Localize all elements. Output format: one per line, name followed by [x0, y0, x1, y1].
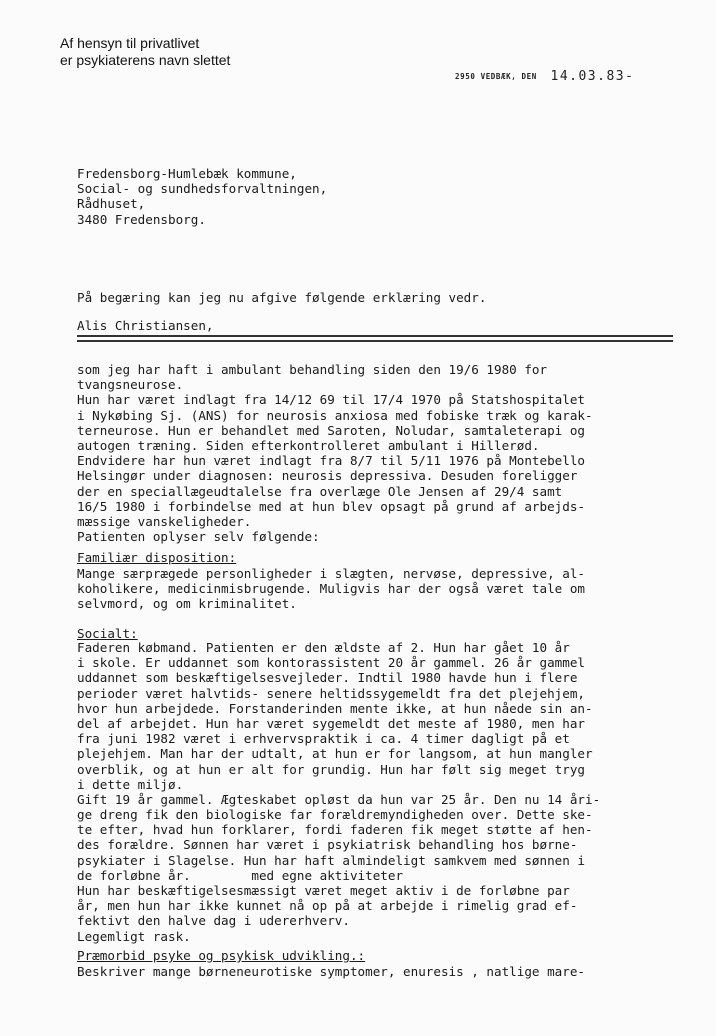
section-line: Mange særprægede personligheder i slægten, nervøse, depressive, al-	[77, 566, 585, 581]
body-line: terneurose. Hun er behandlet med Saroten, Noludar, samtaleterapi og	[77, 422, 585, 438]
section-line: koholikere, medicinmisbrugende. Muligvis har der også været tale om	[77, 581, 585, 597]
redaction-note	[60, 35, 230, 69]
section-line: Beskriver mange børneneurotiske symptomer, enuresis , natlige mare-	[77, 964, 585, 979]
section-social-text	[77, 640, 600, 944]
section-heading-family	[77, 550, 236, 565]
section-line: fektivt den halve dag i udererhverv.	[77, 913, 350, 929]
section-heading-text: Præmorbid psyke og psykisk udvikling.:	[77, 948, 366, 963]
body-line: i Nykøbing Sj. (ANS) for neurosis anxiosa med fobiske træk og karak-	[77, 407, 593, 423]
section-heading-text: Familiær disposition:	[77, 550, 237, 565]
recipient-line: Social- og sundhedsforvaltningen,	[77, 181, 328, 197]
intro-line: På begæring kan jeg nu afgive følgende erklæring vedr.	[77, 290, 487, 305]
body-line: Hun har været indlagt fra 14/12 69 til 17/4 1970 på Statshospitalet	[77, 392, 585, 408]
letter-place-date	[455, 66, 634, 85]
letter-date: 14.03.83-	[550, 69, 635, 84]
section-line: des forældre. Sønnen har været i psykiatrisk behandling hos børne-	[77, 837, 578, 853]
section-line: i dette miljø.	[77, 776, 184, 792]
recipient-line: 3480 Fredensborg.	[77, 211, 206, 227]
section-heading-text: Socialt:	[77, 626, 138, 641]
recipient-address	[77, 166, 327, 227]
body-line: der en speciallægeudtalelse fra overlæge Ole Jensen af 29/4 samt	[77, 483, 563, 499]
section-line: perioder været halvtids- senere heltidssygemeldt fra det plejehjem,	[77, 685, 585, 701]
section-line: år, men hun har ikke kunnet nå op på at arbejde i rimelig grad ef-	[77, 898, 578, 914]
recipient-line: Fredensborg-Humlebæk kommune,	[77, 166, 297, 181]
section-line: plejehjem. Man har der udtalt, at hun er for langsom, at hun mangler	[77, 746, 593, 762]
redaction-note-line: Af hensyn til privatlivet	[60, 35, 200, 51]
section-line: Faderen købmand. Patienten er den ældste af 2. Hun har gået 10 år	[77, 640, 570, 655]
body-line: Patienten oplyser selv følgende:	[77, 529, 320, 545]
section-line: psykiater i Slagelse. Hun har haft almindeligt samkvem med sønnen i	[77, 852, 585, 868]
section-line: Legemligt rask.	[77, 928, 191, 944]
section-line: del af arbejdet. Hun har været sygemeldt det meste af 1980, men har	[77, 715, 585, 731]
section-line: te efter, hvad hun forklarer, fordi faderen fik meget støtte af hen-	[77, 822, 593, 838]
patient-name: Alis Christiansen,	[77, 318, 214, 333]
section-line: fra juni 1982 været i erhvervspraktik i ca. 4 timer dagligt på et	[77, 731, 570, 747]
redaction-note-line: er psykiaterens navn slettet	[60, 52, 231, 68]
section-line: Gift 19 år gammel. Ægteskabet opløst da hun var 25 år. Den nu 14 åri-	[77, 791, 601, 807]
section-heading-social	[77, 626, 138, 641]
body-line: tvangsneurose.	[77, 377, 184, 393]
section-line: i skole. Er uddannet som kontorassistent 20 år gammel. 26 år gammel	[77, 655, 585, 671]
section-line: uddannet som beskæftigelsesvejleder. Indtil 1980 havde hun i flere	[77, 670, 578, 686]
section-heading-premorbid	[77, 948, 365, 963]
section-line: Hun har beskæftigelsesmæssigt været meget aktiv i de forløbne par	[77, 883, 570, 898]
body-line: Endvidere har hun været indlagt fra 8/7 til 5/11 1976 på Montebello	[77, 453, 585, 469]
body-line: som jeg har haft i ambulant behandling siden den 19/6 1980 for	[77, 362, 548, 377]
section-line: ge dreng fik den biologiske far forældremyndigheden over. Dette ske-	[77, 807, 593, 823]
section-line: overblik, og at hun er alt for grundig. Hun har følt sig meget tryg	[77, 761, 585, 777]
section-premorbid-text	[77, 964, 585, 979]
body-line: mæssige vanskeligheder.	[77, 513, 252, 529]
recipient-line: Rådhuset,	[77, 196, 146, 212]
double-rule-divider	[77, 335, 673, 342]
body-line: autogen træning. Siden efterkontrolleret ambulant i Hillerød.	[77, 437, 540, 453]
body-line: 16/5 1980 i forbindelse med at hun blev opsagt på grund af arbejds-	[77, 498, 585, 514]
letter-place: 2950 VEDBÆK, DEN	[455, 72, 537, 81]
section-line: de forløbne år. med egne aktiviteter	[77, 867, 404, 883]
section-family-text	[77, 566, 585, 612]
section-line: hvor hun arbejdede. Forstanderinden mente ikke, at hun nåede sin an-	[77, 700, 593, 716]
letter-body	[77, 362, 593, 544]
section-line: selvmord, og om kriminalitet.	[77, 596, 297, 612]
body-line: Helsingør under diagnosen: neurosis depressiva. Desuden foreligger	[77, 468, 578, 484]
